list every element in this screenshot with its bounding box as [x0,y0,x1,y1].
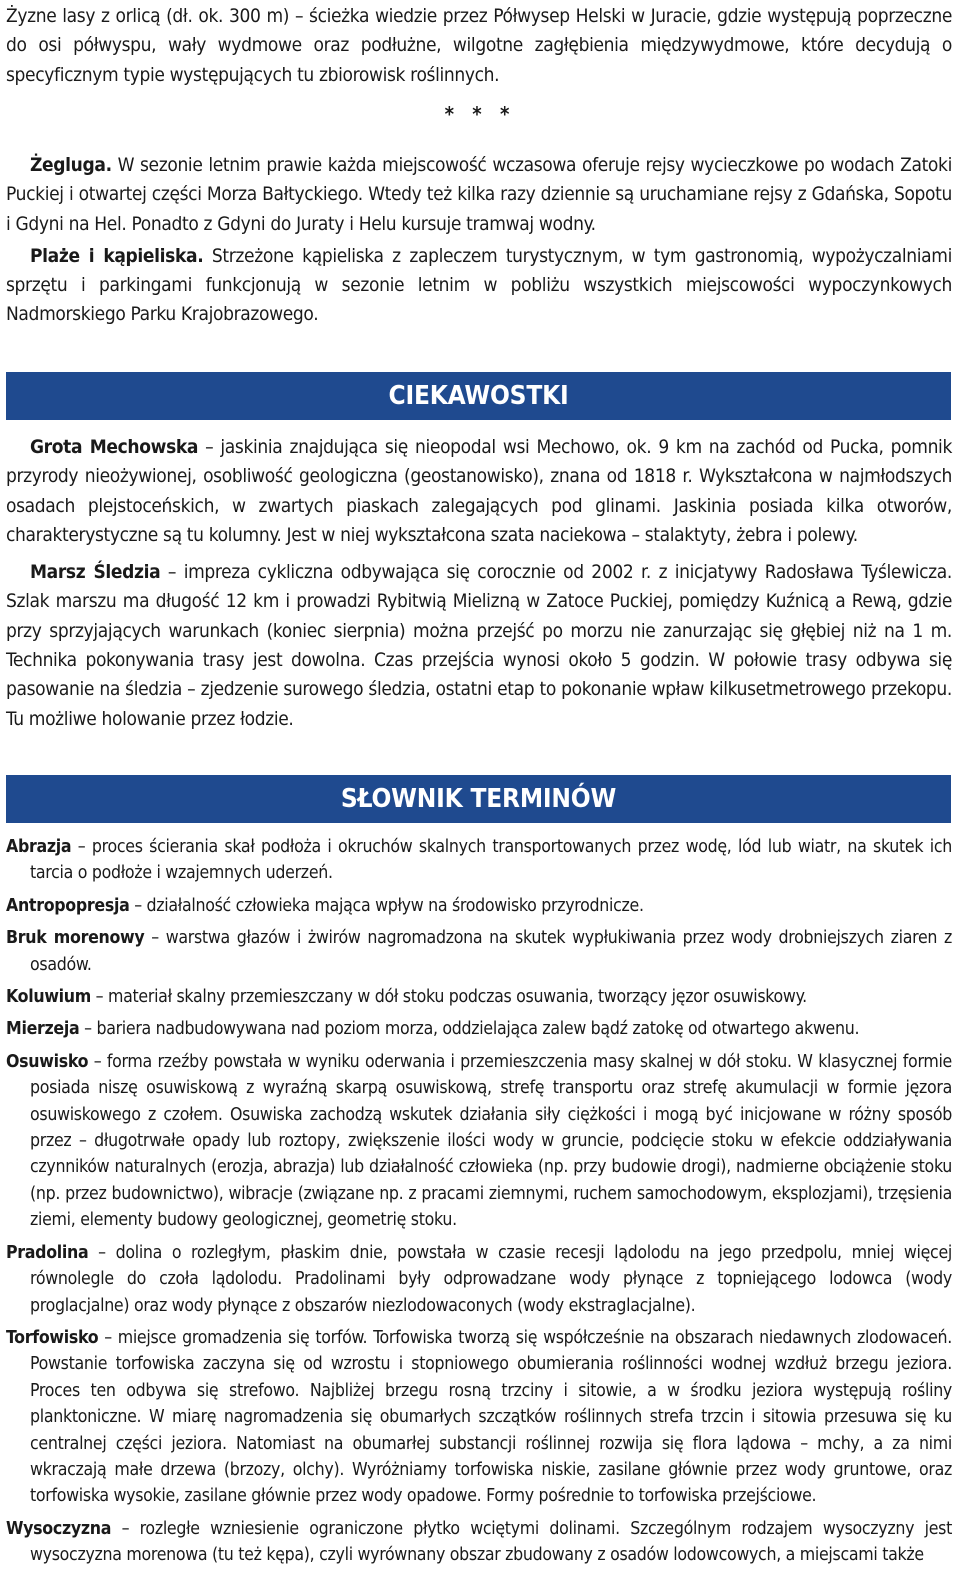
glossary-definition: – miejsce gromadzenia się torfów. Torfowiska tworzą się współcześnie na obszarach niedawnych zlodowaceń. Powstanie torfowiska zaczyna się od wzrostu i stopniowego obumierania roślinności wodnej wzdłuż brzegu jeziora. Proces ten odbywa się strefowo. Najbliżej brzegu rosną trzciny i sitowie, a w środku jeziora występują rośliny planktoniczne. W miarę nagromadzenia się obumarłych szczątków roślinnych strefa trzcin i sitowia przesuwa się ku centralnej części jeziora. Natomiast na obumarłej substancji roślinnej rozwija się flora lądowa – mchy, a za nimi wkraczają małe drzewa (brzozy, olchy). Wyróżniamy torfowiska niskie, zasilane głównie przez wody gruntowe, oraz torfowiska wysokie, zasilane głównie przez wody opadowe. Formy pośrednie to torfowiska przejściowe. [30,1327,952,1507]
glossary-entry [6,925,952,978]
glossary-term: Pradolina [6,1242,89,1263]
curiosity-item [0,433,960,550]
glossary-definition: – dolina o rozległym, płaskim dnie, powstała w czasie recesji lądolodu na jego przedpolu, mniej więcej równolegle do czoła lądolodu. Pradolinami były odprowadzane wody płynące z topniejącego lodowca (wody proglacjalne) oraz wody płynące z obszarów niezlodowaconych (wody ekstraglacjalne). [30,1242,952,1316]
glossary-definition: – bariera nadbudowywana nad poziom morza, oddzielająca zalew bądź zatokę od otwartego akwenu. [79,1019,860,1040]
glossary-definition: – działalność człowieka mająca wpływ na środowisko przyrodnicze. [129,895,644,916]
intro-paragraph: Żyzne lasy z orlicą (dł. ok. 300 m) – ścieżka wiedzie przez Półwysep Helski w Juracie, gdzie występują poprzeczne do osi półwyspu, wały wydmowe oraz podłużne, wilgotne zagłębienia międzywydmowe, które decydują o specyficznym typie występujących tu zbiorowisk roślinnych. [6,5,952,86]
glossary-entry [6,1516,952,1569]
glossary-entry [6,1016,952,1042]
glossary-definition: – warstwa głazów i żwirów nagromadzona na skutek wypłukiwania przez wody drobniejszych ziaren z osadów. [30,928,952,975]
glossary-term: Antropopresja [6,895,130,916]
glossary-term: Mierzeja [6,1019,80,1040]
glossary-term: Koluwium [6,987,91,1008]
zegluga-text: W sezonie letnim prawie każda miejscowość wczasowa oferuje rejsy wycieczkowe po wodach Zatoki Puckiej i otwartej części Morza Bałtyckiego. Wtedy też kilka razy dziennie są uruchamiane rejsy z Gdańska, Sopotu i Gdyni na Hel. Ponadto z Gdyni do Juraty i Helu kursuje tramwaj wodny. [6,154,952,235]
curiosities-section [0,433,960,734]
ciekawostki-banner: CIEKAWOSTKI [6,372,951,420]
glossary-definition: – proces ścierania skał podłoża i okruchów skalnych transportowanych przez wodę, lód lub wiatr, na skutek ich tarcia o podłoże i wzajemnych uderzeń. [30,837,952,884]
plaze-text: Strzeżone kąpieliska z zapleczem turystycznym, w tym gastronomią, wypożyczalniami sprzętu i parkingami funkcjonują w sezonie letnim w pobliżu wszystkich miejscowości wypoczynkowych Nadmorskiego Parku Krajobrazowego. [6,244,952,326]
tourism-info-section [0,151,960,330]
glossary-entry [6,1325,952,1510]
glossary-definition: – forma rzeźby powstała w wyniku oderwania i przemieszczenia masy skalnej w dół stoku. W klasycznej formie posiada niszę osuwiskową z wyraźną skarpą osuwiskową, strefę transportu oraz strefę akumulacji w formie jęzora osuwiskowego z czołem. Osuwiska zachodzą wskutek działania siły ciężkości i mogą być inicjowane w różny sposób przez – długotrwałe opady lub roztopy, zwiększenie ilości wody w gruncie, podcięcie stoku w efekcie oddziaływania czynników naturalnych (erozja, abrazja) lub działalność człowieka (np. przy budowie drogi), nadmierne obciążenie stoku (np. przez budownictwo), wibracje (związane np. z pracami ziemnymi, ruchem samochodowym, eksplozjami), trzęsienia ziemi, elementy budowy geologicznej, geometrię stoku. [30,1051,952,1231]
glossary-list [0,834,960,1575]
curiosity-title: Marsz Śledzia [30,561,161,584]
glossary-entry [6,893,952,919]
zegluga-paragraph [0,151,960,239]
curiosity-item [0,558,960,734]
glossary-entry [6,834,952,887]
glossary-entry [6,1240,952,1319]
glossary-entry [6,984,952,1010]
glossary-term: Abrazja [6,837,72,857]
glossary-term: Wysoczyzna [6,1518,112,1539]
plaze-paragraph [0,242,960,330]
glossary-term: Torfowisko [6,1327,99,1348]
glossary-entry [6,1049,952,1234]
curiosity-title: Grota Mechowska [30,436,199,458]
plaze-heading: Plaże i kąpieliska. [30,244,204,267]
glossary-term: Osuwisko [6,1051,89,1072]
zegluga-heading: Żegluga. [30,154,112,176]
glossary-term: Bruk morenowy [6,928,145,949]
slownik-banner: SŁOWNIK TERMINÓW [6,775,951,823]
section-separator: * * * [444,102,516,126]
curiosity-text: – impreza cykliczna odbywająca się corocznie od 2002 r. z inicjatywy Radosława Tyślewicza. Szlak marszu ma długość 12 km i prowadzi Rybitwią Mielizną w Zatoce Puckiej, pomiędzy Kuźnicą a Rewą, gdzie przy sprzyjających warunkach (koniec sierpnia) można przejść po morzu nie zanurzając się głębiej niż na 1 m. Technika pokonywania trasy jest dowolna. Czas przejścia wynosi około 5 godzin. W połowie trasy odbywa się pasowanie na śledzia – zjedzenie surowego śledzia, ostatni etap to pokonanie wpław kilkusetmetrowego przekopu. Tu możliwe holowanie przez łodzie. [6,561,952,730]
curiosity-text: – jaskinia znajdująca się nieopodal wsi Mechowo, ok. 9 km na zachód od Pucka, pomnik przyrody nieożywionej, osobliwość geologiczna (geostanowisko), znana od 1818 r. Wykształcona w najmłodszych osadach plejstoceńskich, w zwartych piaskach zalegających pod glinami. Jaskinia posiada kilka otworów, charakterystyczne są tu kolumny. Jest w niej wykształcona szata naciekowa – stalaktyty, żebra i polewy. [6,436,952,546]
glossary-definition: – materiał skalny przemieszczany w dół stoku podczas osuwania, tworzący jęzor osuwiskowy. [90,987,807,1008]
glossary-definition: – rozległe wzniesienie ograniczone płytko wciętymi dolinami. Szczególnym rodzajem wysoczyzny jest wysoczyzna morenowa (tu też kępa), czyli wyrównany obszar zbudowany z osadów lodowcowych, a miejscami także [30,1518,952,1566]
